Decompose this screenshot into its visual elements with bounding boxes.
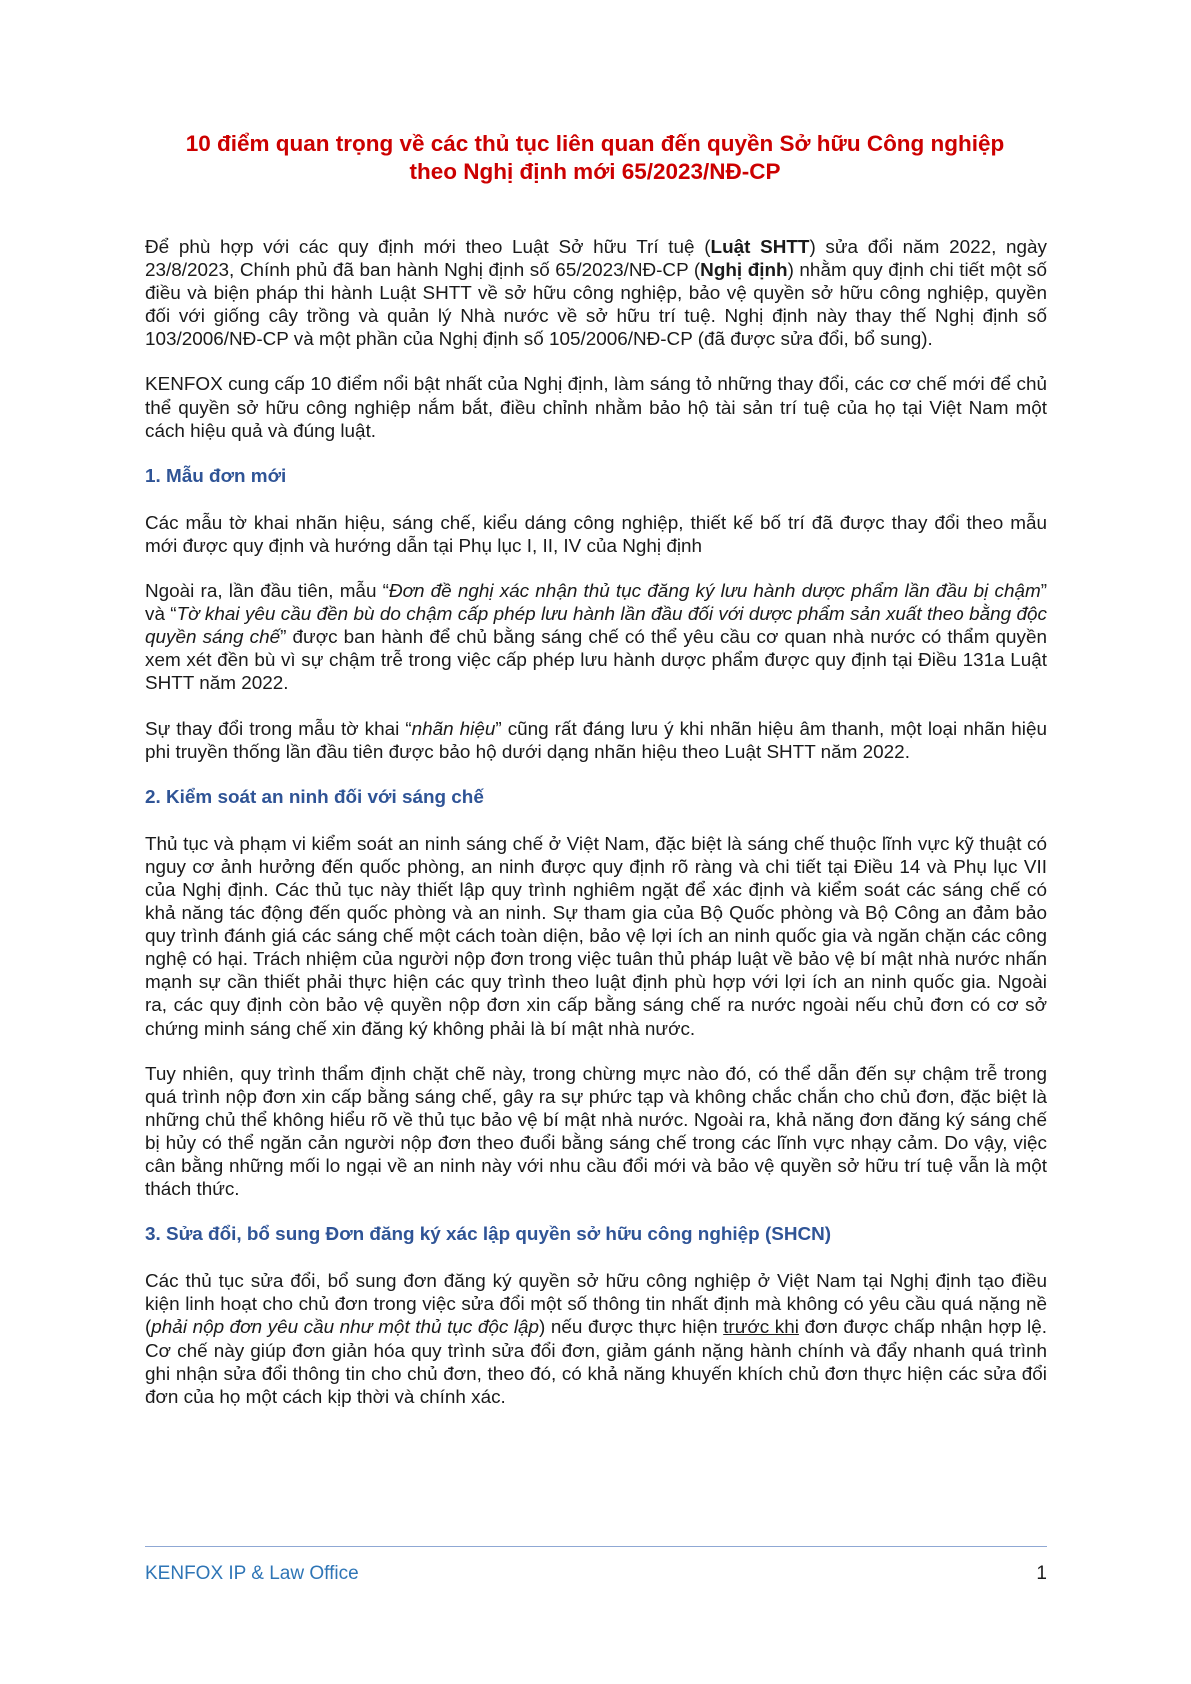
- section-1-paragraph-1: Các mẫu tờ khai nhãn hiệu, sáng chế, kiểu dáng công nghiệp, thiết kế bố trí đã được thay đổi theo mẫu mới được quy định và hướng dẫn tại Phụ lục I, II, IV của Nghị định: [145, 512, 1047, 557]
- section-2-paragraph-1: Thủ tục và phạm vi kiểm soát an ninh sáng chế ở Việt Nam, đặc biệt là sáng chế thuộc lĩnh vực kỹ thuật có nguy cơ ảnh hưởng đến quốc phòng, an ninh được quy định rõ ràng và chi tiết tại Điều 14 và Phụ lục VII của Nghị định. Các thủ tục này thiết lập quy trình nghiêm ngặt để xác định và kiểm soát các sáng chế có khả năng tác động đến quốc phòng và an ninh. Sự tham gia của Bộ Quốc phòng và Bộ Công an đảm bảo quy trình đánh giá các sáng chế một cách toàn diện, bảo vệ lợi ích an ninh quốc gia và ngăn chặn các công nghệ có hại. Trách nhiệm của người nộp đơn trong việc tuân thủ pháp luật về bảo vệ bí mật nhà nước nhấn mạnh sự cần thiết phải thực hiện các quy trình theo luật định phù hợp với lợi ích an ninh quốc gia. Ngoài ra, các quy định còn bảo vệ quyền nộp đơn xin cấp bằng sáng chế ra nước ngoài nếu chủ đơn có cơ sở chứng minh sáng chế xin đăng ký không phải là bí mật nhà nước.: [145, 833, 1047, 1040]
- italic-form-name: Tờ khai yêu cầu đền bù do chậm cấp phép lưu hành lần đầu đối với dược phẩm sản xuất theo bằng độc quyền sáng chế: [145, 604, 1047, 649]
- section-3-heading: 3. Sửa đổi, bổ sung Đơn đăng ký xác lập quyền sở hữu công nghiệp (SHCN): [145, 1224, 832, 1246]
- text-span: ) nhằm quy định chi tiết một số điều và biện pháp thi hành Luật SHTT về sở hữu công nghiệp, bảo vệ quyền sở hữu công nghiệp, quyền đối với giống cây trồng và quản lý Nhà nước về sở hữu trí tuệ. Nghị định này thay thế Nghị định số 103/2006/NĐ-CP và một phần của Nghị định số 105/2006/NĐ-CP (đã được sửa đổi, bổ sung).: [145, 260, 1047, 351]
- title-line-2: theo Nghị định mới 65/2023/NĐ-CP: [409, 159, 781, 184]
- text-span: Để phù hợp với các quy định mới theo Luật Sở hữu Trí tuệ (: [145, 237, 711, 258]
- text-span: ) nếu được thực hiện: [539, 1317, 724, 1339]
- text-span: đơn được chấp nhận hợp lệ. Cơ chế này giúp đơn giản hóa quy trình sửa đổi đơn, giảm gánh nặng hành chính và đẩy nhanh quá trình ghi nhận sửa đổi thông tin cho chủ đơn, theo đó, có khả năng khuyến khích chủ đơn thực hiện các sửa đổi đơn của họ một cách kịp thời và chính xác.: [145, 1317, 1047, 1408]
- underlined-term: trước khi: [723, 1317, 799, 1339]
- section-2-heading: 2. Kiểm soát an ninh đối với sáng chế: [145, 786, 484, 808]
- document-title: [145, 130, 1045, 186]
- intro-paragraph-1: [145, 236, 1047, 351]
- text-span: ” được ban hành để chủ bằng sáng chế có thể yêu cầu cơ quan nhà nước có thẩm quyền xem xét đền bù vì sự chậm trễ trong việc cấp phép lưu hành dược phẩm được quy định tại Điều 131a Luật SHTT năm 2022.: [145, 627, 1048, 695]
- section-2-paragraph-2: Tuy nhiên, quy trình thẩm định chặt chẽ này, trong chừng mực nào đó, có thể dẫn đến sự chậm trễ trong quá trình nộp đơn xin cấp bằng sáng chế, gây ra sự phức tạp và không chắc chắn cho chủ đơn, đặc biệt là những chủ thể không hiểu rõ về thủ tục bảo vệ bí mật nhà nước. Ngoài ra, khả năng đơn đăng ký sáng chế bị hủy có thể ngăn cản người nộp đơn theo đuổi bằng sáng chế trong các lĩnh vực nhạy cảm. Do vậy, việc cân bằng những mối lo ngại về an ninh này với nhu cầu đổi mới và bảo vệ quyền sở hữu trí tuệ vẫn là một thách thức.: [145, 1063, 1047, 1201]
- section-1-paragraph-3: [145, 718, 1047, 764]
- text-span: ” và “: [145, 581, 1047, 626]
- text-span: Các thủ tục sửa đổi, bổ sung đơn đăng ký quyền sở hữu công nghiệp ở Việt Nam tại Nghị định tạo điều kiện linh hoạt cho chủ đơn trong việc sửa đổi một số thông tin nhất định mà không có yêu cầu quá nặng nề (: [145, 1271, 1047, 1339]
- section-1-paragraph-2: [145, 580, 1047, 695]
- bold-term-luat-shtt: Luật SHTT: [710, 237, 810, 258]
- section-3-paragraph-1: [145, 1270, 1047, 1409]
- intro-paragraph-2: KENFOX cung cấp 10 điểm nổi bật nhất của Nghị định, làm sáng tỏ những thay đổi, các cơ chế mới để chủ thể quyền sở hữu công nghiệp nắm bắt, điều chỉnh nhằm bảo hộ tài sản trí tuệ của họ tại Việt Nam một cách hiệu quả và đúng luật.: [145, 374, 1047, 442]
- title-line-1: 10 điểm quan trọng về các thủ tục liên quan đến quyền Sở hữu Công nghiệp: [185, 131, 1005, 156]
- footer-rule: [145, 1546, 1047, 1547]
- page-number: 1: [1036, 1563, 1047, 1584]
- text-span: ” cũng rất đáng lưu ý khi nhãn hiệu âm thanh, một loại nhãn hiệu phi truyền thống lần đầu tiên được bảo hộ dưới dạng nhãn hiệu theo Luật SHTT năm 2022.: [145, 718, 1047, 763]
- italic-note: phải nộp đơn yêu cầu như một thủ tục độc lập: [151, 1317, 540, 1339]
- text-span: Ngoài ra, lần đầu tiên, mẫu “: [145, 581, 389, 603]
- section-1-heading: 1. Mẫu đơn mới: [145, 465, 287, 487]
- text-span: ) sửa đổi năm 2022, ngày 23/8/2023, Chính phủ đã ban hành Nghị định số 65/2023/NĐ-CP (: [145, 237, 1048, 282]
- bold-term-nghi-dinh: Nghị định: [700, 260, 788, 282]
- italic-form-name: Đơn đề nghị xác nhận thủ tục đăng ký lưu hành dược phẩm lần đầu bị chậm: [388, 581, 1041, 603]
- document-body: [145, 236, 1047, 1431]
- text-span: Sự thay đổi trong mẫu tờ khai “: [145, 718, 412, 740]
- footer-office-name: KENFOX IP & Law Office: [145, 1563, 359, 1584]
- italic-term: nhãn hiệu: [411, 718, 496, 740]
